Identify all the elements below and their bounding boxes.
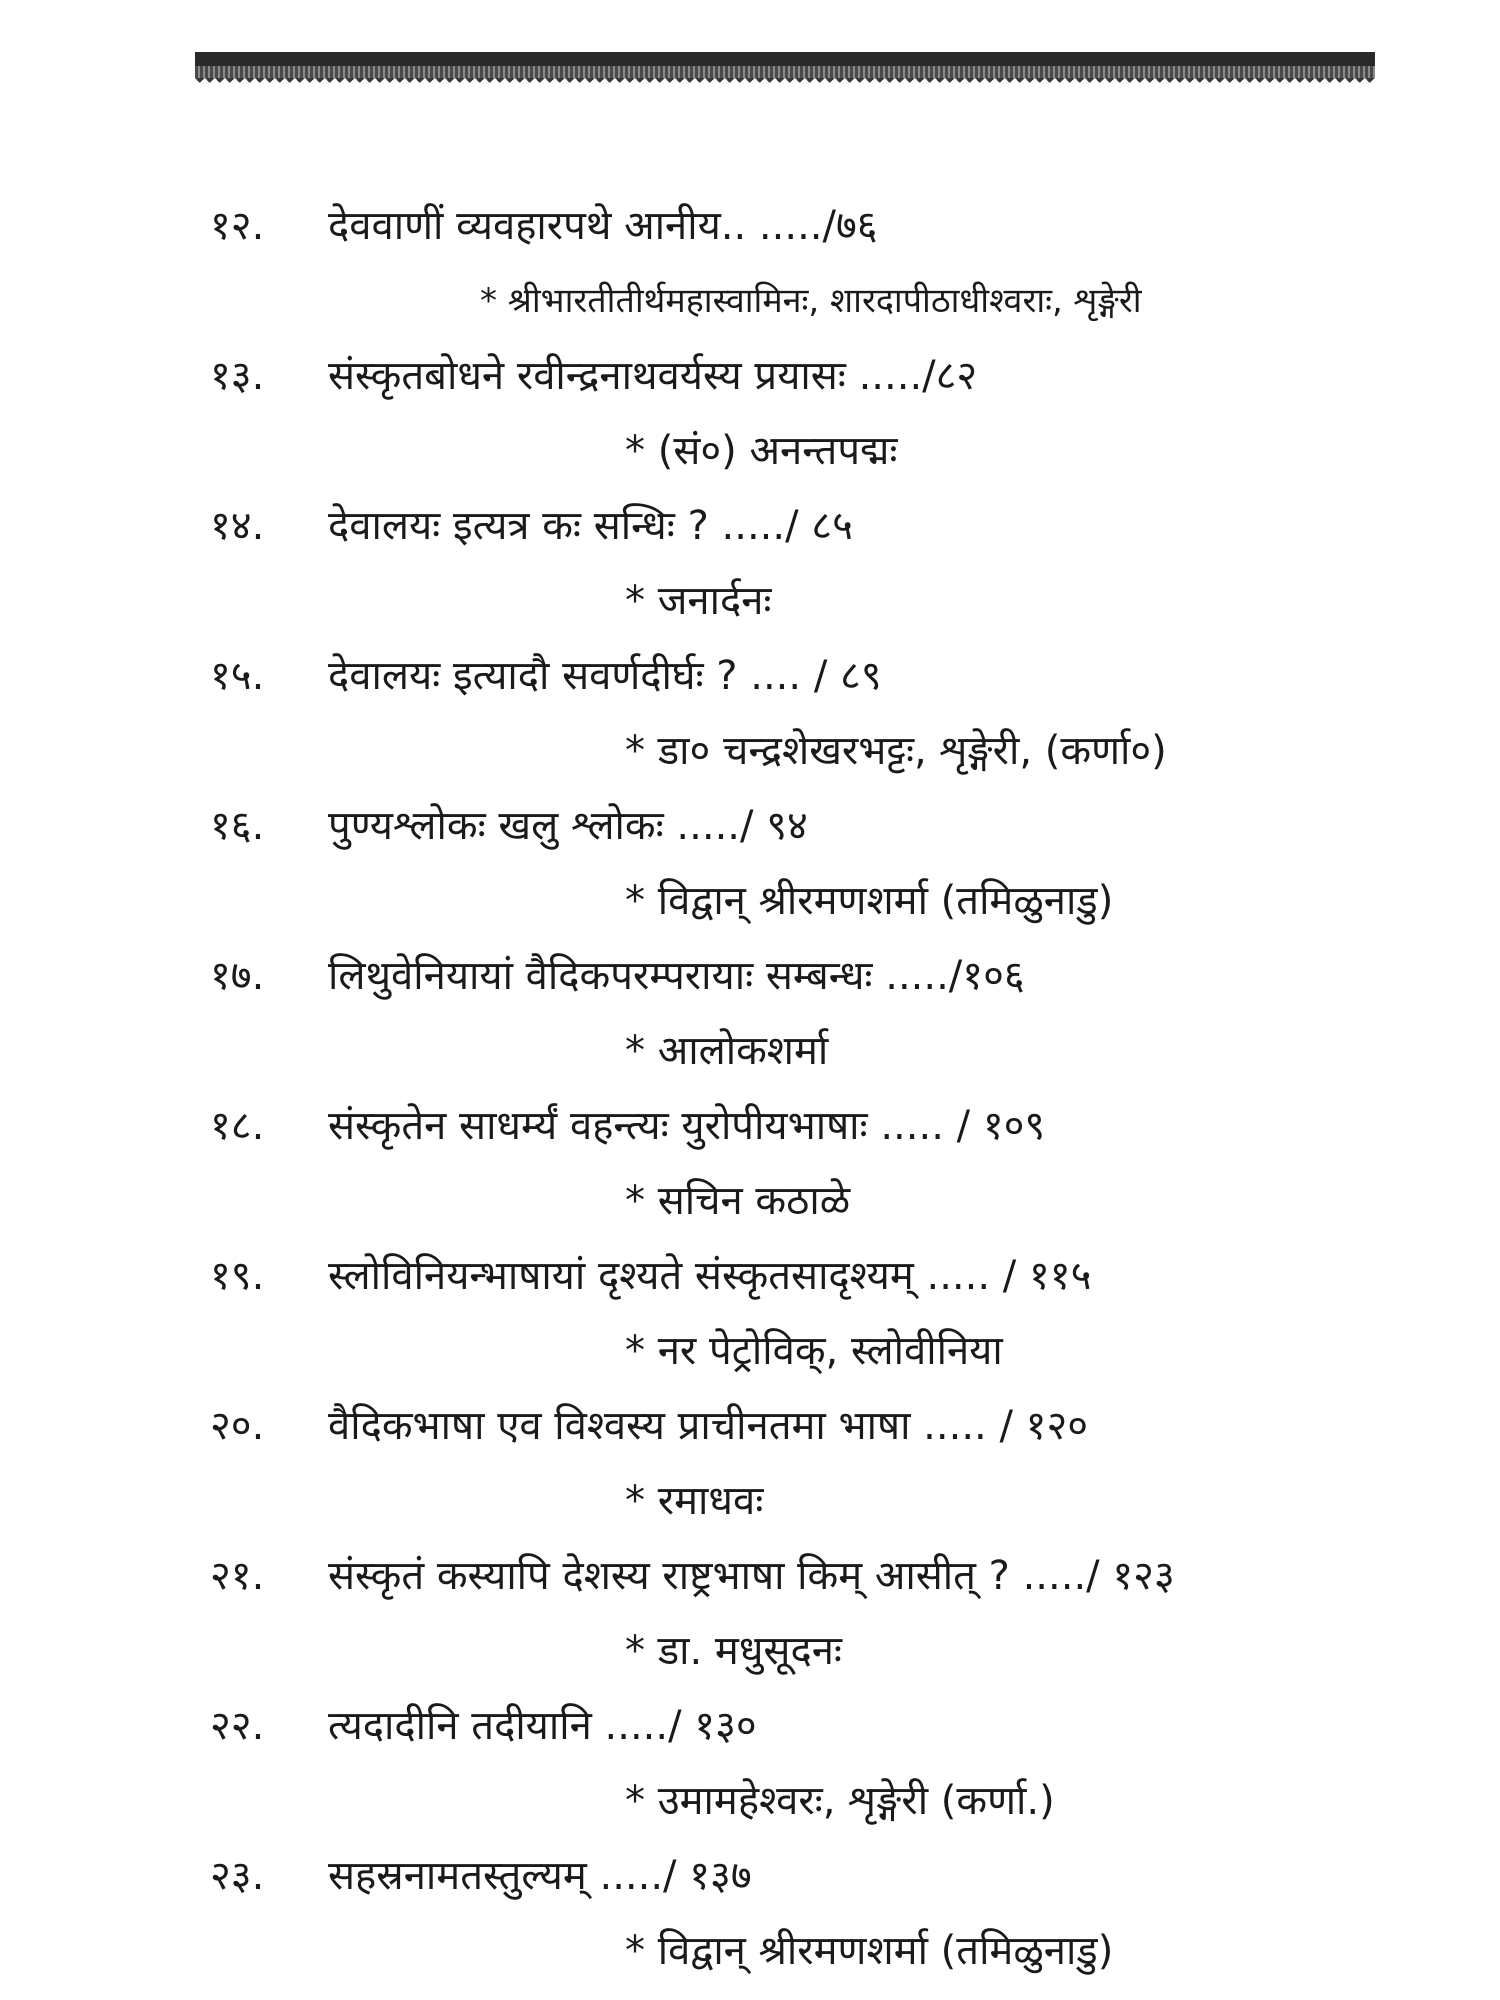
- toc-entry-title: [210, 952, 1025, 1000]
- toc-entry-number: २०.: [210, 1403, 265, 1449]
- toc-entry-author: * श्रीभारतीतीर्थमहास्वामिनः, शारदापीठाधीश्वराः, शृङ्गेरी: [480, 281, 1142, 321]
- toc-entry-number: १३.: [210, 353, 265, 399]
- toc-entry-title: [210, 502, 853, 550]
- toc-entry-text: देवालयः इत्यत्र कः सन्धिः ? ...../ ८५: [328, 503, 853, 549]
- header-decorative-band: [195, 52, 1375, 88]
- toc-entry-author: * आलोकशर्मा: [625, 1028, 829, 1074]
- toc-entry-title: [210, 352, 977, 400]
- toc-entry-text: सहस्रनामतस्तुल्यम् ...../ १३७: [328, 1853, 752, 1899]
- toc-entry-number: १८.: [210, 1103, 265, 1149]
- toc-entry-number: २२.: [210, 1703, 265, 1749]
- toc-entry-author: * नर पेट्रोविक्, स्लोवीनिया: [625, 1328, 1003, 1374]
- toc-entry-author: * डा० चन्द्रशेखरभट्टः, शृङ्गेरी, (कर्णा०): [625, 728, 1167, 774]
- toc-entry-number: १२.: [210, 203, 265, 249]
- header-band-zigzag: [195, 78, 1375, 88]
- toc-entry-author: * उमामहेश्वरः, शृङ्गेरी (कर्णा.): [625, 1778, 1055, 1824]
- toc-entry-text: वैदिकभाषा एव विश्वस्य प्राचीनतमा भाषा ..... / १२०: [328, 1403, 1089, 1449]
- toc-entry-text: स्लोविनियन्भाषायां दृश्यते संस्कृतसादृश्यम् ..... / ११५: [328, 1253, 1092, 1299]
- toc-entry-title: [210, 202, 878, 250]
- toc-entry-author: * सचिन कठाळे: [625, 1178, 851, 1224]
- toc-entry-text: देववाणीं व्यवहारपथे आनीय.. ...../७६: [328, 203, 878, 249]
- toc-entry-title: [210, 802, 808, 850]
- toc-entry-title: [210, 1252, 1091, 1300]
- header-band-solid: [195, 52, 1375, 66]
- toc-entry-title: [210, 1402, 1088, 1450]
- toc-entry-title: [210, 1552, 1175, 1600]
- toc-entry-author: * डा. मधुसूदनः: [625, 1628, 842, 1674]
- toc-entry-text: संस्कृतेन साधर्म्यं वहन्त्यः युरोपीयभाषाः ..... / १०९: [328, 1103, 1046, 1149]
- toc-entry-title: [210, 1102, 1045, 1150]
- toc-entry-text: पुण्यश्लोकः खलु श्लोकः ...../ ९४: [328, 803, 808, 849]
- toc-entry-number: २१.: [210, 1553, 265, 1599]
- toc-entry-text: त्यदादीनि तदीयानि ...../ १३०: [328, 1703, 757, 1749]
- toc-entry-title: [210, 652, 882, 700]
- toc-entry-number: १६.: [210, 803, 265, 849]
- toc-entry-author: * रमाधवः: [625, 1478, 764, 1524]
- toc-entry-author: * विद्वान् श्रीरमणशर्मा (तमिळुनाडु): [625, 878, 1114, 924]
- toc-entry-text: संस्कृतबोधने रवीन्द्रनाथवर्यस्य प्रयासः ...../८२: [328, 353, 978, 399]
- toc-entry-text: देवालयः इत्यादौ सवर्णदीर्घः ? .... / ८९: [328, 653, 882, 699]
- toc-entry-author: * जनार्दनः: [625, 578, 772, 624]
- toc-entry-number: १९.: [210, 1253, 265, 1299]
- toc-entry-number: १४.: [210, 503, 265, 549]
- toc-entry-title: [210, 1852, 752, 1900]
- toc-entry-author: * विद्वान् श्रीरमणशर्मा (तमिळुनाडु): [625, 1928, 1114, 1974]
- toc-entry-number: १७.: [210, 953, 265, 999]
- toc-entry-number: १५.: [210, 653, 265, 699]
- toc-entry-title: [210, 1702, 757, 1750]
- toc-entry-text: संस्कृतं कस्यापि देशस्य राष्ट्रभाषा किम् आसीत् ? ...../ १२३: [328, 1553, 1175, 1599]
- header-band-stripes: [195, 66, 1375, 78]
- toc-entry-text: लिथुवेनियायां वैदिकपरम्परायाः सम्बन्धः ...../१०६: [328, 953, 1025, 999]
- toc-entry-number: २३.: [210, 1853, 265, 1899]
- toc-entry-author: * (सं०) अनन्तपद्मः: [625, 428, 898, 474]
